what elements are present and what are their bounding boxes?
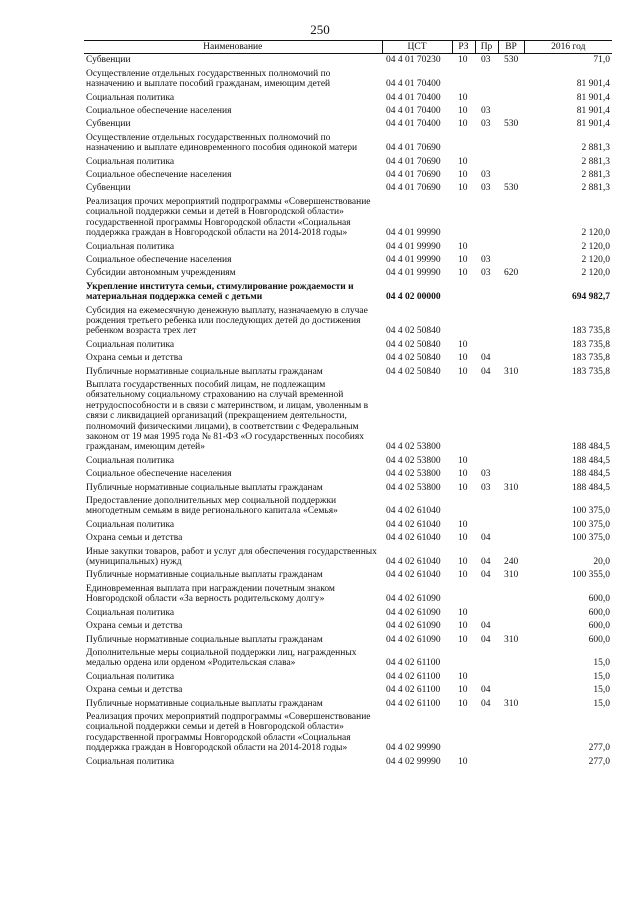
- table-row: [84, 455, 612, 468]
- row-cst-code: 04 4 02 61090: [386, 594, 441, 605]
- row-amount: 81 901,4: [576, 92, 610, 103]
- row-amount: 694 982,7: [572, 292, 610, 303]
- row-amount: 81 901,4: [576, 119, 610, 130]
- row-cst-code: 04 4 01 99990: [386, 254, 441, 265]
- table-row: [84, 569, 612, 582]
- row-vr: [498, 241, 524, 254]
- row-pr: 03: [481, 268, 491, 279]
- table-row: [84, 647, 612, 671]
- row-pr: [475, 92, 498, 105]
- table-row: [84, 281, 612, 305]
- row-cst-code: 04 4 02 61090: [386, 634, 441, 645]
- row-vr: 530: [504, 119, 519, 130]
- table-row: [84, 756, 612, 769]
- row-name: Охрана семьи и детства: [86, 621, 183, 632]
- row-cst-code: 04 4 02 61090: [386, 607, 441, 618]
- row-rz: [452, 196, 475, 241]
- row-rz: [452, 281, 475, 305]
- row-vr: 310: [504, 698, 519, 709]
- row-rz: [452, 647, 475, 671]
- row-pr: 04: [481, 634, 491, 645]
- row-pr: 04: [481, 557, 491, 568]
- row-pr: [475, 495, 498, 519]
- row-rz: 10: [458, 621, 468, 632]
- row-pr: [475, 156, 498, 169]
- row-name: Осуществление отдельных государственных полномочий по назначению и выплате пособий гражданам, имеющим детей: [86, 68, 331, 90]
- row-cst-code: 04 4 01 70400: [386, 79, 441, 90]
- row-rz: 10: [458, 254, 468, 265]
- column-header-year: 2016 год: [524, 41, 612, 54]
- row-pr: [475, 671, 498, 684]
- row-cst-code: 04 4 02 50840: [386, 366, 441, 377]
- table-row: [84, 352, 612, 365]
- row-rz: 10: [458, 557, 468, 568]
- row-vr: [498, 281, 524, 305]
- row-amount: 600,0: [588, 594, 610, 605]
- row-rz: [452, 583, 475, 607]
- row-pr: 04: [481, 621, 491, 632]
- table-row: [84, 546, 612, 570]
- row-name: Социальная политика: [86, 607, 175, 618]
- table-header: [84, 41, 612, 54]
- row-pr: [475, 132, 498, 156]
- row-name: Субвенции: [86, 183, 131, 194]
- row-pr: [475, 241, 498, 254]
- row-vr: [498, 671, 524, 684]
- row-vr: [498, 711, 524, 756]
- row-amount: 188 484,5: [572, 442, 610, 453]
- table-row: [84, 254, 612, 267]
- row-rz: 10: [458, 183, 468, 194]
- table-row: [84, 482, 612, 495]
- table-row: [84, 698, 612, 711]
- row-vr: [498, 756, 524, 769]
- row-rz: [452, 305, 475, 339]
- row-pr: [475, 68, 498, 92]
- row-rz: [452, 132, 475, 156]
- table-row: [84, 241, 612, 254]
- row-cst-code: 04 4 02 61100: [386, 698, 441, 709]
- row-name: Социальная политика: [86, 339, 175, 350]
- row-cst-code: 04 4 01 70400: [386, 119, 441, 130]
- table-row: [84, 607, 612, 620]
- row-name: Иные закупки товаров, работ и услуг для обеспечения государственных (муниципальных) нужд: [86, 546, 377, 568]
- row-cst-code: 04 4 02 61040: [386, 519, 441, 530]
- row-amount: 2 881,3: [581, 170, 610, 181]
- row-name: Единовременная выплата при награждении почетным знаком Новгородской области «За верность родительскому долгу»: [86, 583, 335, 605]
- row-name: Публичные нормативные социальные выплаты гражданам: [86, 698, 323, 709]
- row-cst-code: 04 4 01 99990: [386, 268, 441, 279]
- row-vr: 310: [504, 634, 519, 645]
- row-amount: 2 120,0: [581, 241, 610, 252]
- row-amount: 188 484,5: [572, 469, 610, 480]
- row-name: Выплата государственных пособий лицам, не подлежащим обязательному социальному страхованию на случай временной нетрудоспособности и в связи с материнством, и лицам, уволенным в связи с ликвидацией организаций (прекращением деятельности, полномочий физическими лицами), в соответствии с Федеральным законом от 19 мая 1995 года № 81-ФЗ «О государственных пособиях гражданам, имеющим детей»: [86, 379, 369, 453]
- row-amount: 100 375,0: [572, 519, 610, 530]
- row-name: Публичные нормативные социальные выплаты гражданам: [86, 570, 323, 581]
- row-cst-code: 04 4 01 99990: [386, 241, 441, 252]
- table-row: [84, 671, 612, 684]
- row-amount: 2 881,3: [581, 143, 610, 154]
- row-amount: 20,0: [593, 557, 610, 568]
- row-cst-code: 04 4 02 99990: [386, 743, 441, 754]
- row-name: Охрана семьи и детства: [86, 353, 183, 364]
- table-row: [84, 684, 612, 697]
- row-amount: 15,0: [593, 658, 610, 669]
- row-cst-code: 04 4 02 61090: [386, 621, 441, 632]
- row-vr: 530: [504, 183, 519, 194]
- row-vr: [498, 455, 524, 468]
- row-amount: 183 735,8: [572, 353, 610, 364]
- row-name: Субвенции: [86, 55, 131, 66]
- row-amount: 600,0: [588, 621, 610, 632]
- row-name: Публичные нормативные социальные выплаты гражданам: [86, 482, 323, 493]
- row-amount: 15,0: [593, 698, 610, 709]
- column-header-vr: ВР: [498, 41, 524, 54]
- row-vr: [498, 495, 524, 519]
- table-row: [84, 132, 612, 156]
- row-rz: 10: [458, 607, 468, 618]
- row-cst-code: 04 4 01 70690: [386, 183, 441, 194]
- row-name: Публичные нормативные социальные выплаты гражданам: [86, 366, 323, 377]
- row-rz: 10: [458, 469, 468, 480]
- table-row: [84, 267, 612, 280]
- row-vr: 310: [504, 570, 519, 581]
- row-cst-code: 04 4 01 70230: [386, 55, 441, 66]
- row-vr: [498, 339, 524, 352]
- row-name: Социальная политика: [86, 671, 175, 682]
- row-rz: 10: [458, 55, 468, 66]
- row-cst-code: 04 4 01 70400: [386, 106, 441, 117]
- row-amount: 81 901,4: [576, 106, 610, 117]
- row-vr: [498, 468, 524, 481]
- row-name: Охрана семьи и детства: [86, 533, 183, 544]
- row-rz: 10: [458, 519, 468, 530]
- row-name: Реализация прочих мероприятий подпрограммы «Совершенствование социальной поддержки семьи и детей в Новгородской области» государственной программы Новгородской области «Социальная поддержка граждан в Новгородской области на 2014-2018 годы»: [86, 711, 371, 754]
- row-name: Социальное обеспечение населения: [86, 254, 232, 265]
- row-rz: 10: [458, 634, 468, 645]
- row-pr: [475, 455, 498, 468]
- row-rz: [452, 379, 475, 455]
- row-pr: 04: [481, 570, 491, 581]
- table-row: [84, 156, 612, 169]
- row-name: Субвенции: [86, 119, 131, 130]
- row-rz: 10: [458, 366, 468, 377]
- row-cst-code: 04 4 02 61100: [386, 685, 441, 696]
- row-vr: 620: [504, 268, 519, 279]
- table-row: [84, 711, 612, 756]
- row-rz: 10: [458, 241, 468, 252]
- row-amount: 277,0: [588, 756, 610, 767]
- row-pr: [475, 305, 498, 339]
- row-vr: [498, 196, 524, 241]
- column-header-name: Наименование: [84, 41, 382, 54]
- row-pr: 03: [481, 170, 491, 181]
- row-amount: 100 375,0: [572, 506, 610, 517]
- row-amount: 183 735,8: [572, 326, 610, 337]
- row-name: Социальное обеспечение населения: [86, 106, 232, 117]
- table-row: [84, 583, 612, 607]
- page-number: 250: [310, 22, 330, 37]
- row-pr: [475, 379, 498, 455]
- row-rz: 10: [458, 353, 468, 364]
- table-row: [84, 634, 612, 647]
- row-pr: [475, 756, 498, 769]
- row-name: Социальная политика: [86, 241, 175, 252]
- row-pr: [475, 519, 498, 532]
- row-vr: [498, 352, 524, 365]
- row-name: Социальное обеспечение населения: [86, 170, 232, 181]
- row-pr: [475, 583, 498, 607]
- row-cst-code: 04 4 02 61040: [386, 506, 441, 517]
- row-cst-code: 04 4 02 50840: [386, 326, 441, 337]
- row-rz: 10: [458, 570, 468, 581]
- row-amount: 600,0: [588, 634, 610, 645]
- row-amount: 2 881,3: [581, 156, 610, 167]
- row-rz: 10: [458, 92, 468, 103]
- table-row: [84, 468, 612, 481]
- table-row: [84, 305, 612, 339]
- row-pr: 04: [481, 685, 491, 696]
- row-pr: [475, 196, 498, 241]
- row-pr: [475, 647, 498, 671]
- table-row: [84, 366, 612, 379]
- row-vr: [498, 607, 524, 620]
- row-amount: 71,0: [593, 55, 610, 66]
- row-vr: [498, 68, 524, 92]
- row-name: Субсидия на ежемесячную денежную выплату, назначаемую в случае рождения третьего ребенка или последующих детей до достижения ребенком возраста трех лет: [86, 305, 368, 337]
- row-cst-code: 04 4 01 70690: [386, 143, 441, 154]
- row-vr: 310: [504, 366, 519, 377]
- row-cst-code: 04 4 02 99990: [386, 756, 441, 767]
- row-vr: [498, 379, 524, 455]
- row-name: Социальная политика: [86, 156, 175, 167]
- row-vr: [498, 519, 524, 532]
- row-pr: [475, 607, 498, 620]
- row-name: Социальная политика: [86, 455, 175, 466]
- row-amount: 183 735,8: [572, 366, 610, 377]
- row-amount: 2 120,0: [581, 254, 610, 265]
- table-row: [84, 54, 612, 68]
- row-rz: 10: [458, 685, 468, 696]
- row-cst-code: 04 4 02 61040: [386, 570, 441, 581]
- row-cst-code: 04 4 02 61040: [386, 557, 441, 568]
- row-cst-code: 04 4 02 50840: [386, 353, 441, 364]
- row-rz: [452, 711, 475, 756]
- row-name: Публичные нормативные социальные выплаты гражданам: [86, 634, 323, 645]
- row-pr: 03: [481, 469, 491, 480]
- table-row: [84, 92, 612, 105]
- row-name: Социальное обеспечение населения: [86, 469, 232, 480]
- row-amount: 100 375,0: [572, 533, 610, 544]
- table-row: [84, 620, 612, 633]
- row-rz: 10: [458, 170, 468, 181]
- row-rz: 10: [458, 119, 468, 130]
- row-rz: 10: [458, 698, 468, 709]
- row-amount: 15,0: [593, 671, 610, 682]
- row-vr: [498, 583, 524, 607]
- row-vr: [498, 620, 524, 633]
- row-cst-code: 04 4 02 53800: [386, 469, 441, 480]
- row-name: Дополнительные меры социальной поддержки лиц, награжденных медалью ордена или орденом «Родительская слава»: [86, 647, 357, 669]
- row-pr: 03: [481, 55, 491, 66]
- row-rz: 10: [458, 533, 468, 544]
- row-cst-code: 04 4 02 61100: [386, 658, 441, 669]
- row-pr: 03: [481, 254, 491, 265]
- row-cst-code: 04 4 01 99990: [386, 228, 441, 239]
- row-vr: [498, 254, 524, 267]
- row-pr: 03: [481, 119, 491, 130]
- row-pr: 04: [481, 533, 491, 544]
- row-rz: 10: [458, 455, 468, 466]
- row-cst-code: 04 4 01 70690: [386, 170, 441, 181]
- row-cst-code: 04 4 02 53800: [386, 442, 441, 453]
- table-row: [84, 169, 612, 182]
- table-row: [84, 379, 612, 455]
- table-row: [84, 105, 612, 118]
- row-rz: [452, 495, 475, 519]
- column-header-cst: ЦСТ: [382, 41, 452, 54]
- table-row: [84, 118, 612, 131]
- row-amount: 188 484,5: [572, 455, 610, 466]
- table-row: [84, 495, 612, 519]
- row-rz: 10: [458, 339, 468, 350]
- row-pr: 04: [481, 353, 491, 364]
- row-name: Социальная политика: [86, 519, 175, 530]
- row-name: Укрепление института семьи, стимулирование рождаемости и материальная поддержка семей с детьми: [86, 281, 354, 303]
- row-amount: 2 120,0: [581, 228, 610, 239]
- row-vr: 310: [504, 482, 519, 493]
- row-vr: [498, 105, 524, 118]
- row-vr: [498, 132, 524, 156]
- row-amount: 2 881,3: [581, 183, 610, 194]
- row-rz: 10: [458, 106, 468, 117]
- row-vr: [498, 169, 524, 182]
- row-name: Социальная политика: [86, 92, 175, 103]
- row-cst-code: 04 4 02 50840: [386, 339, 441, 350]
- row-pr: [475, 281, 498, 305]
- row-rz: 10: [458, 671, 468, 682]
- budget-table: [84, 40, 612, 769]
- row-rz: 10: [458, 268, 468, 279]
- row-name: Реализация прочих мероприятий подпрограммы «Совершенствование социальной поддержки семьи и детей в Новгородской области» государственной программы Новгородской области «Социальная поддержка граждан в Новгородской области на 2014-2018 годы»: [86, 196, 371, 239]
- row-cst-code: 04 4 01 70400: [386, 92, 441, 103]
- row-pr: 04: [481, 698, 491, 709]
- row-amount: 100 355,0: [572, 570, 610, 581]
- row-cst-code: 04 4 02 00000: [386, 292, 441, 303]
- row-pr: 03: [481, 106, 491, 117]
- row-name: Охрана семьи и детства: [86, 685, 183, 696]
- table-row: [84, 182, 612, 195]
- row-cst-code: 04 4 02 53800: [386, 482, 441, 493]
- row-amount: 183 735,8: [572, 339, 610, 350]
- row-vr: [498, 156, 524, 169]
- row-amount: 277,0: [588, 743, 610, 754]
- column-header-rz: РЗ: [452, 41, 475, 54]
- row-vr: 530: [504, 55, 519, 66]
- row-amount: 15,0: [593, 685, 610, 696]
- row-rz: 10: [458, 756, 468, 767]
- row-name: Осуществление отдельных государственных полномочий по назначению и выплате единовременного пособия одинокой матери: [86, 132, 358, 154]
- row-amount: 600,0: [588, 607, 610, 618]
- row-vr: [498, 532, 524, 545]
- row-pr: [475, 339, 498, 352]
- column-header-pr: Пр: [475, 41, 498, 54]
- row-pr: 03: [481, 482, 491, 493]
- row-name: Социальная политика: [86, 756, 175, 767]
- table-row: [84, 68, 612, 92]
- row-rz: 10: [458, 156, 468, 167]
- row-cst-code: 04 4 01 70690: [386, 156, 441, 167]
- row-pr: 04: [481, 366, 491, 377]
- row-pr: [475, 711, 498, 756]
- table-row: [84, 532, 612, 545]
- row-amount: 188 484,5: [572, 482, 610, 493]
- row-cst-code: 04 4 02 61100: [386, 671, 441, 682]
- table-row: [84, 339, 612, 352]
- row-cst-code: 04 4 02 61040: [386, 533, 441, 544]
- row-name: Субсидии автономным учреждениям: [86, 268, 236, 279]
- row-vr: [498, 684, 524, 697]
- row-amount: 81 901,4: [576, 79, 610, 90]
- row-vr: [498, 305, 524, 339]
- row-cst-code: 04 4 02 53800: [386, 455, 441, 466]
- row-name: Предоставление дополнительных мер социальной поддержки многодетным семьям в виде регионального капитала «Семья»: [86, 496, 338, 517]
- row-rz: [452, 68, 475, 92]
- row-vr: 240: [504, 557, 519, 568]
- row-vr: [498, 647, 524, 671]
- table-row: [84, 196, 612, 241]
- row-rz: 10: [458, 482, 468, 493]
- row-pr: 03: [481, 183, 491, 194]
- table-row: [84, 519, 612, 532]
- row-vr: [498, 92, 524, 105]
- table-body: [84, 54, 612, 769]
- row-amount: 2 120,0: [581, 268, 610, 279]
